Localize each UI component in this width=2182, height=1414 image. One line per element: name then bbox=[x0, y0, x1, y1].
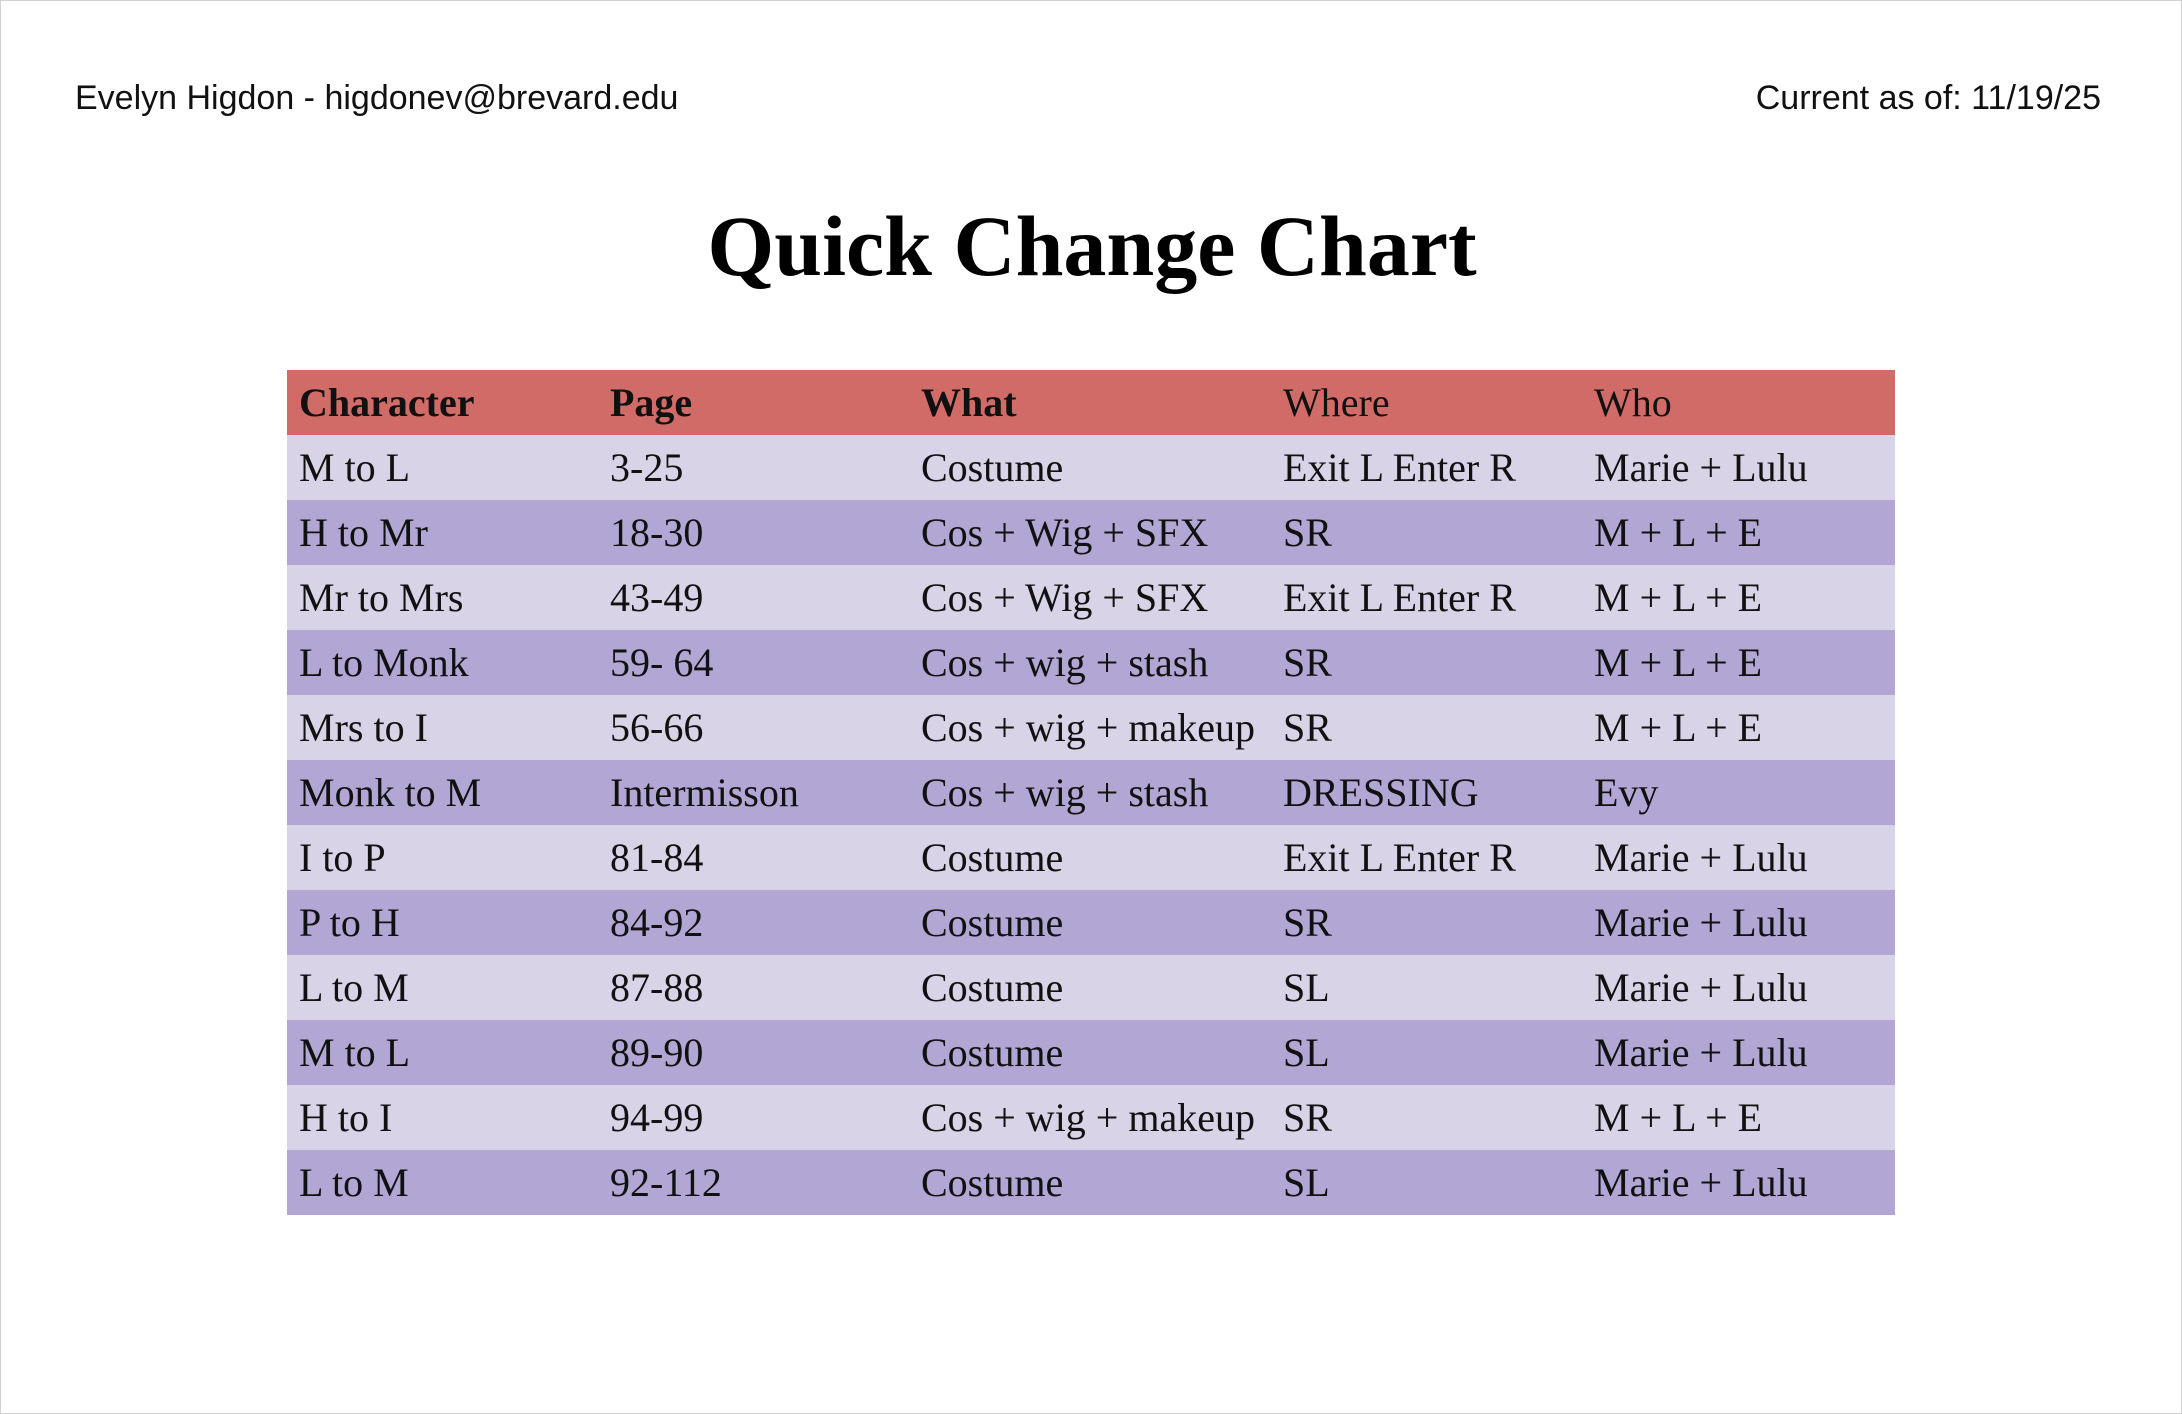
column-header-page: Page bbox=[610, 380, 693, 425]
cell-page: 94-99 bbox=[610, 1095, 704, 1140]
cell-what: Costume bbox=[921, 1160, 1064, 1205]
table-row bbox=[287, 695, 1895, 760]
cell-what: Cos + Wig + SFX bbox=[921, 510, 1209, 555]
cell-what: Cos + wig + makeup bbox=[921, 705, 1255, 750]
cell-where: SR bbox=[1283, 640, 1332, 685]
cell-page: 81-84 bbox=[610, 835, 704, 880]
table-row bbox=[287, 565, 1895, 630]
cell-character: P to H bbox=[299, 900, 400, 945]
cell-page: Intermisson bbox=[610, 770, 799, 815]
column-header-who: Who bbox=[1594, 380, 1672, 425]
cell-where: SR bbox=[1283, 510, 1332, 555]
cell-who: M + L + E bbox=[1594, 575, 1763, 620]
cell-who: Marie + Lulu bbox=[1594, 900, 1808, 945]
cell-character: I to P bbox=[299, 835, 386, 880]
table-row bbox=[287, 1085, 1895, 1150]
cell-what: Costume bbox=[921, 1030, 1064, 1075]
cell-who: M + L + E bbox=[1594, 640, 1763, 685]
cell-where: Exit L Enter R bbox=[1283, 445, 1516, 490]
cell-what: Costume bbox=[921, 965, 1064, 1010]
cell-where: SR bbox=[1283, 1095, 1332, 1140]
table-row bbox=[287, 500, 1895, 565]
cell-page: 59- 64 bbox=[610, 640, 714, 685]
cell-who: Marie + Lulu bbox=[1594, 965, 1808, 1010]
cell-what: Costume bbox=[921, 445, 1064, 490]
table-row bbox=[287, 1150, 1895, 1215]
table-row bbox=[287, 955, 1895, 1020]
cell-who: M + L + E bbox=[1594, 510, 1763, 555]
cell-character: Mrs to I bbox=[299, 705, 428, 750]
cell-character: M to L bbox=[299, 445, 411, 490]
cell-page: 89-90 bbox=[610, 1030, 704, 1075]
cell-where: SR bbox=[1283, 900, 1332, 945]
cell-what: Costume bbox=[921, 835, 1064, 880]
current-as-of-date: Current as of: 11/19/25 bbox=[1755, 79, 2101, 117]
cell-who: Marie + Lulu bbox=[1594, 835, 1808, 880]
author-contact: Evelyn Higdon - higdonev@brevard.edu bbox=[75, 79, 679, 117]
table-row bbox=[287, 630, 1895, 695]
cell-character: H to Mr bbox=[299, 510, 428, 555]
cell-page: 56-66 bbox=[610, 705, 704, 750]
cell-who: M + L + E bbox=[1594, 1095, 1763, 1140]
cell-what: Costume bbox=[921, 900, 1064, 945]
cell-where: Exit L Enter R bbox=[1283, 835, 1516, 880]
cell-who: M + L + E bbox=[1594, 705, 1763, 750]
cell-character: L to M bbox=[299, 1160, 409, 1205]
column-header-where: Where bbox=[1283, 380, 1390, 425]
cell-what: Cos + wig + makeup bbox=[921, 1095, 1255, 1140]
cell-who: Evy bbox=[1594, 770, 1659, 815]
cell-page: 3-25 bbox=[610, 445, 684, 490]
cell-what: Cos + wig + stash bbox=[921, 770, 1209, 815]
table-row bbox=[287, 890, 1895, 955]
cell-who: Marie + Lulu bbox=[1594, 445, 1808, 490]
cell-where: SR bbox=[1283, 705, 1332, 750]
column-header-what: What bbox=[921, 380, 1017, 425]
cell-what: Cos + Wig + SFX bbox=[921, 575, 1209, 620]
cell-page: 92-112 bbox=[610, 1160, 722, 1205]
cell-where: SL bbox=[1283, 965, 1330, 1010]
cell-where: DRESSING bbox=[1283, 770, 1479, 815]
cell-page: 43-49 bbox=[610, 575, 704, 620]
table-row bbox=[287, 825, 1895, 890]
table-row bbox=[287, 760, 1895, 825]
cell-where: SL bbox=[1283, 1030, 1330, 1075]
cell-character: Mr to Mrs bbox=[299, 575, 464, 620]
column-header-character: Character bbox=[299, 380, 475, 425]
cell-page: 84-92 bbox=[610, 900, 704, 945]
page-title: Quick Change Chart bbox=[707, 198, 1477, 294]
cell-page: 87-88 bbox=[610, 965, 704, 1010]
quick-change-table bbox=[287, 370, 1895, 1215]
table-header-row bbox=[287, 370, 1895, 435]
cell-who: Marie + Lulu bbox=[1594, 1160, 1808, 1205]
cell-character: Monk to M bbox=[299, 770, 482, 815]
cell-who: Marie + Lulu bbox=[1594, 1030, 1808, 1075]
table-row bbox=[287, 1020, 1895, 1085]
cell-page: 18-30 bbox=[610, 510, 704, 555]
cell-character: H to I bbox=[299, 1095, 393, 1140]
cell-character: L to M bbox=[299, 965, 409, 1010]
cell-what: Cos + wig + stash bbox=[921, 640, 1209, 685]
cell-where: SL bbox=[1283, 1160, 1330, 1205]
cell-where: Exit L Enter R bbox=[1283, 575, 1516, 620]
cell-character: L to Monk bbox=[299, 640, 469, 685]
table-row bbox=[287, 435, 1895, 500]
cell-character: M to L bbox=[299, 1030, 411, 1075]
